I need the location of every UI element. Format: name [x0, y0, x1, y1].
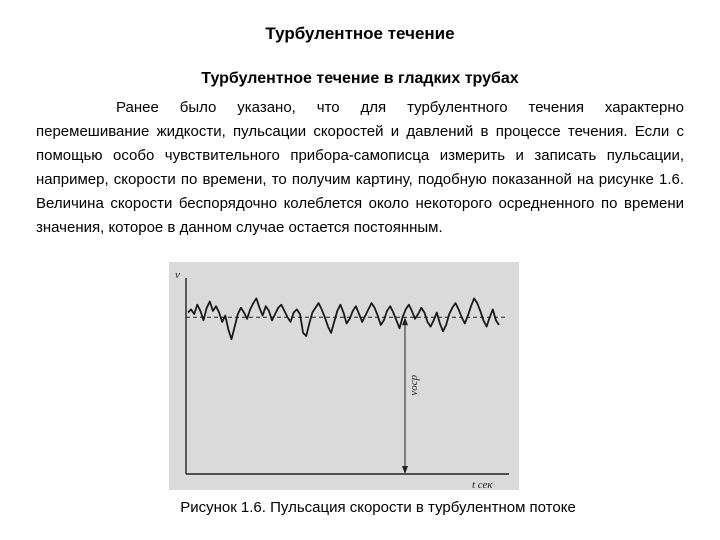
dimension-arrow-down-icon: [402, 466, 408, 474]
x-axis-label: t сек: [472, 479, 493, 490]
velocity-trace: [188, 298, 499, 339]
body-paragraph: Ранее было указано, что для турбулентного течения характерно перемешивание жидкости, пульсации скоростей и давлений в процессе течения. Если с помощью особо чувствительного прибора-самописца измерить и записать пульсации, например, скорости по времени, то получим картину, подобную показанной на рисунке 1.6. Величина скорости беспорядочно колеблется около некоторого осредненного по времени значения, которое в данном случае остается постоянным.: [36, 99, 684, 236]
y-axis-label: v: [175, 269, 180, 281]
slide-title: Турбулентное течение: [265, 24, 455, 43]
velocity-chart: [169, 262, 519, 490]
figure-caption: Рисунок 1.6. Пульсация скорости в турбулентном потоке: [180, 499, 576, 516]
section-heading: Турбулентное течение в гладких трубах: [201, 70, 519, 87]
velocity-pulsation-figure: [169, 262, 519, 490]
mean-velocity-label: vоср: [408, 374, 420, 396]
